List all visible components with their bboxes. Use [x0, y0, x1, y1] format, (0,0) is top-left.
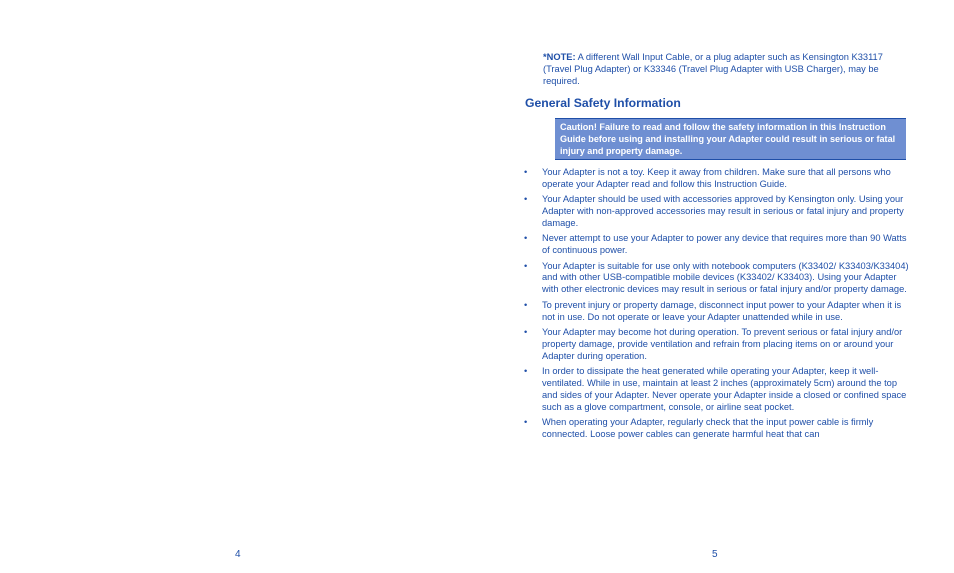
- list-item: [523, 327, 913, 363]
- bullet-text: In order to dissipate the heat generated while operating your Adapter, keep it well-ventilated. While in use, maintain at least 2 inches (approximately 5cm) around the top and sides of your Adapter. Never operate your Adapter inside a closed or confined space such as a glove compartment, console, or airline seat pocket.: [542, 365, 907, 412]
- list-item: [523, 300, 913, 324]
- note-label: *NOTE:: [543, 52, 576, 62]
- caution-box: Caution! Failure to read and follow the safety information in this Instruction Guide before using and installing your Adapter could result in serious or fatal injury and property damage.: [555, 118, 906, 160]
- list-item: [523, 417, 913, 441]
- list-item: [523, 366, 913, 414]
- bullet-text: Your Adapter is not a toy. Keep it away from children. Make sure that all persons who operate your Adapter read and follow this Instruction Guide.: [542, 167, 891, 189]
- list-item: [523, 194, 913, 230]
- bullet-icon: •: [524, 326, 528, 337]
- page-number-right: 5: [712, 549, 718, 560]
- bullet-icon: •: [524, 260, 528, 271]
- bullet-text: When operating your Adapter, regularly check that the input power cable is firmly connected. Loose power cables can generate harmful heat that can: [542, 416, 874, 439]
- bullet-icon: •: [524, 233, 528, 244]
- bullet-text: Your Adapter should be used with accessories approved by Kensington only. Using your Adapter with non-approved accessories may result in serious or fatal injury and property damage.: [542, 194, 904, 229]
- note-paragraph: [543, 52, 908, 87]
- note-text: A different Wall Input Cable, or a plug adapter such as Kensington K33117 (Travel Plug Adapter) or K33346 (Travel Plug Adapter with USB Charger), may be required.: [543, 52, 883, 86]
- bullet-icon: •: [524, 416, 528, 427]
- bullet-icon: •: [524, 299, 528, 310]
- bullet-icon: •: [524, 194, 528, 205]
- bullet-text: Your Adapter is suitable for use only with notebook computers (K33402/ K33403/K33404) and with other USB-compatible mobile devices (K33402/ K33403). Using your Adapter with other electronic devices may result in serious or fatal injury and/or property damage.: [542, 260, 909, 295]
- list-item: [523, 233, 913, 257]
- bullet-text: To prevent injury or property damage, disconnect input power to your Adapter when it is not in use. Do not operate or leave your Adapter unattended while in use.: [542, 299, 902, 322]
- list-item: [523, 167, 913, 191]
- bullet-icon: •: [524, 365, 528, 376]
- bullet-text: Never attempt to use your Adapter to power any device that requires more than 90 Watts of continuous power.: [542, 233, 907, 256]
- section-title: General Safety Information: [525, 96, 681, 110]
- page-number-left: 4: [235, 549, 241, 560]
- safety-bullet-list: [523, 167, 913, 444]
- list-item: [523, 261, 913, 297]
- bullet-icon: •: [524, 167, 528, 177]
- bullet-text: Your Adapter may become hot during operation. To prevent serious or fatal injury and/or property damage, provide ventilation and refrain from placing items on or around your Adapter during operation.: [542, 326, 903, 361]
